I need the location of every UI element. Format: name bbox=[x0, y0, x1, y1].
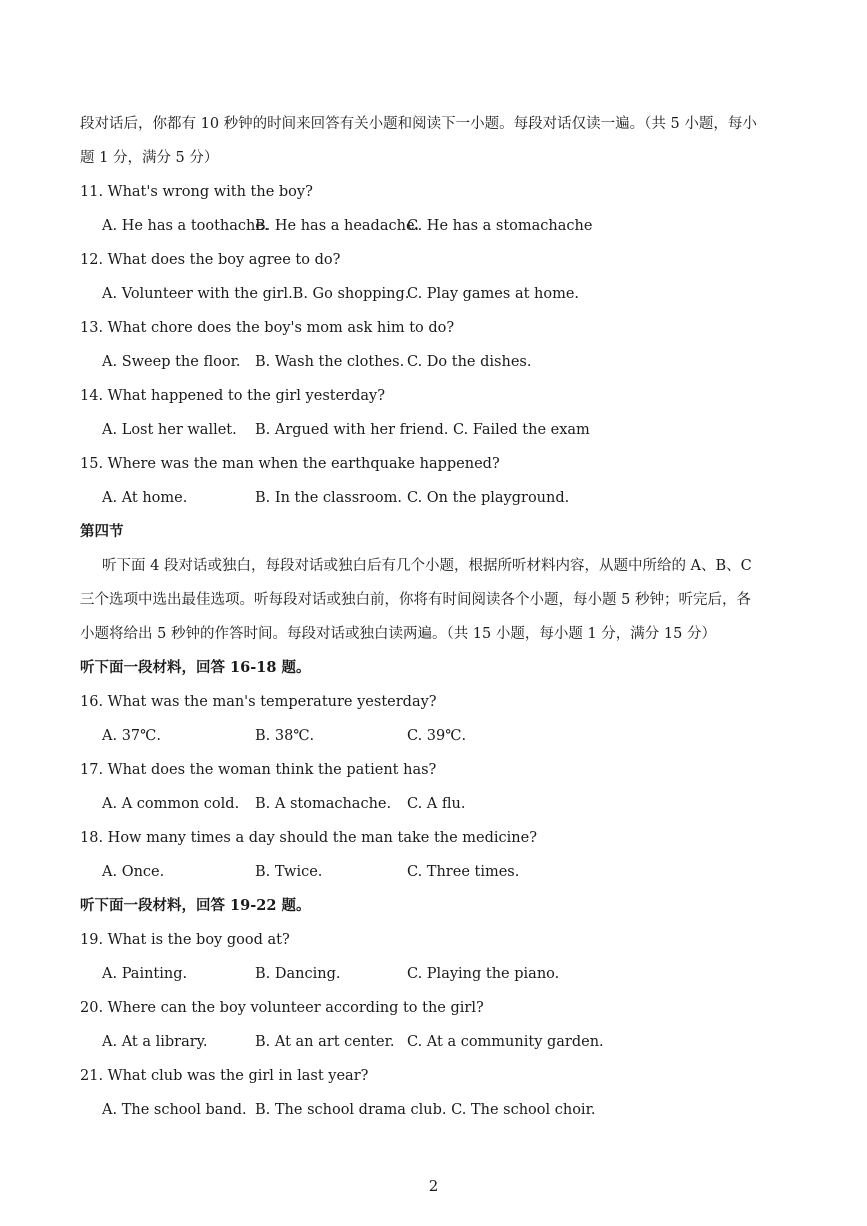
q13-option-b: B. Wash the clothes. bbox=[255, 354, 405, 370]
q20-option-c: C. At a community garden. bbox=[407, 1034, 604, 1050]
question-18: 18. How many times a day should the man take the medicine? bbox=[80, 830, 538, 846]
question-16: 16. What was the man's temperature yesterday? bbox=[80, 694, 437, 710]
q11-option-b: B. He has a headache. bbox=[255, 218, 420, 234]
q14-option-bc: B. Argued with her friend. C. Failed the exam bbox=[255, 422, 590, 438]
section-instructions-1: 听下面 4 段对话或独白，每段对话或独白后有几个小题，根据所听材料内容，从题中所给的 A、B、C bbox=[102, 558, 752, 574]
page-number: 2 bbox=[428, 1177, 439, 1195]
q21-option-bc: B. The school drama club. C. The school choir. bbox=[255, 1102, 596, 1118]
question-11: 11. What's wrong with the boy? bbox=[80, 184, 313, 200]
section-instructions-3: 小题将给出 5 秒钟的作答时间。每段对话或独白读两遍。（共 15 小题，每小题 1 分，满分 15 分） bbox=[80, 626, 716, 642]
q11-option-a: A. He has a toothache. bbox=[102, 218, 269, 234]
intro-line-1: 段对话后，你都有 10 秒钟的时间来回答有关小题和阅读下一小题。每段对话仅读一遍。（共 5 小题，每小 bbox=[80, 116, 757, 132]
q13-option-c: C. Do the dishes. bbox=[407, 354, 532, 370]
q21-option-a: A. The school band. bbox=[102, 1102, 247, 1118]
q17-option-c: C. A flu. bbox=[407, 796, 466, 812]
q11-option-c: C. He has a stomachache bbox=[407, 218, 593, 234]
q18-option-a: A. Once. bbox=[102, 864, 165, 880]
q12-option-c: C. Play games at home. bbox=[407, 286, 580, 302]
q13-option-a: A. Sweep the floor. bbox=[102, 354, 241, 370]
question-13: 13. What chore does the boy's mom ask him to do? bbox=[80, 320, 455, 336]
q16-option-b: B. 38℃. bbox=[255, 728, 315, 744]
question-14: 14. What happened to the girl yesterday? bbox=[80, 388, 385, 404]
question-21: 21. What club was the girl in last year? bbox=[80, 1068, 369, 1084]
question-12: 12. What does the boy agree to do? bbox=[80, 252, 341, 268]
q18-option-c: C. Three times. bbox=[407, 864, 520, 880]
question-17: 17. What does the woman think the patient has? bbox=[80, 762, 437, 778]
group-heading-16-18: 听下面一段材料，回答 16-18 题。 bbox=[80, 659, 311, 676]
q19-option-c: C. Playing the piano. bbox=[407, 966, 560, 982]
q18-option-b: B. Twice. bbox=[255, 864, 323, 880]
q12-option-ab: A. Volunteer with the girl.B. Go shopping. bbox=[102, 286, 410, 302]
q14-option-a: A. Lost her wallet. bbox=[102, 422, 237, 438]
q17-option-a: A. A common cold. bbox=[102, 796, 240, 812]
section-instructions-2: 三个选项中选出最佳选项。听每段对话或独白前，你将有时间阅读各个小题，每小题 5 秒钟；听完后，各 bbox=[80, 592, 751, 608]
q16-option-c: C. 39℃. bbox=[407, 728, 467, 744]
q16-option-a: A. 37℃. bbox=[102, 728, 161, 744]
q19-option-b: B. Dancing. bbox=[255, 966, 341, 982]
q17-option-b: B. A stomachache. bbox=[255, 796, 392, 812]
q15-option-b: B. In the classroom. bbox=[255, 490, 402, 506]
q20-option-b: B. At an art center. bbox=[255, 1034, 395, 1050]
intro-line-2: 题 1 分，满分 5 分） bbox=[80, 150, 219, 166]
section-title: 第四节 bbox=[80, 523, 124, 540]
q20-option-a: A. At a library. bbox=[102, 1034, 208, 1050]
question-15: 15. Where was the man when the earthquake happened? bbox=[80, 456, 500, 472]
question-20: 20. Where can the boy volunteer according to the girl? bbox=[80, 1000, 484, 1016]
q19-option-a: A. Painting. bbox=[102, 966, 188, 982]
question-19: 19. What is the boy good at? bbox=[80, 932, 290, 948]
q15-option-a: A. At home. bbox=[102, 490, 188, 506]
q15-option-c: C. On the playground. bbox=[407, 490, 570, 506]
group-heading-19-22: 听下面一段材料，回答 19-22 题。 bbox=[80, 897, 311, 914]
